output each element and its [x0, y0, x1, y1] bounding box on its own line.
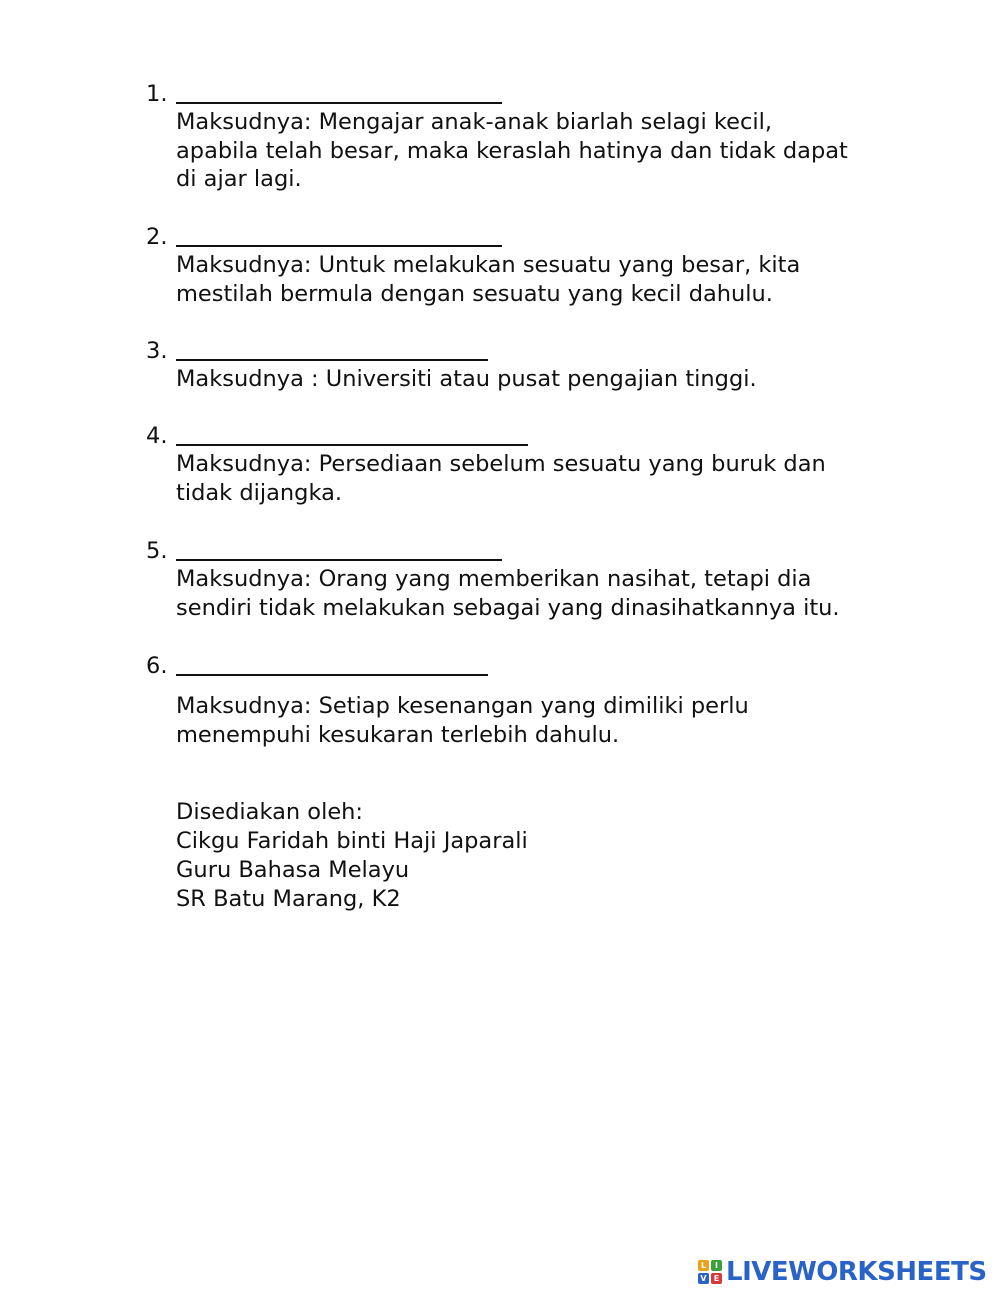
item-meaning: Maksudnya: Untuk melakukan sesuatu yang besar, kita mestilah bermula dengan sesuatu yang kecil dahulu. [176, 252, 801, 307]
proverb-item-4 [146, 422, 906, 507]
teacher-role: Guru Bahasa Melayu [176, 857, 410, 883]
answer-blank-3[interactable] [176, 337, 488, 361]
answer-blank-5[interactable] [176, 537, 502, 561]
brand-name: LIVEWORKSHEETS [726, 1257, 987, 1287]
answer-blank-4[interactable] [176, 422, 528, 446]
proverb-item-1 [146, 80, 906, 194]
liveworksheets-icon [698, 1260, 722, 1284]
item-meaning: Maksudnya : Universiti atau pusat pengajian tinggi. [176, 366, 757, 392]
proverb-item-5 [146, 537, 906, 622]
prepared-by-block [176, 798, 528, 914]
item-number: 6. [146, 652, 168, 679]
item-meaning: Maksudnya: Persediaan sebelum sesuatu yang buruk dan tidak dijangka. [176, 451, 826, 506]
proverb-item-3 [146, 337, 906, 394]
item-number: 5. [146, 537, 168, 564]
proverb-item-2 [146, 223, 906, 308]
item-number: 1. [146, 80, 168, 107]
item-number: 2. [146, 223, 168, 250]
logo-letter-l: L [698, 1260, 709, 1271]
logo-letter-i: I [711, 1260, 722, 1271]
teacher-name: Cikgu Faridah binti Haji Japarali [176, 828, 528, 854]
answer-blank-6[interactable] [176, 652, 488, 676]
school-name: SR Batu Marang, K2 [176, 886, 401, 912]
answer-blank-2[interactable] [176, 223, 502, 247]
prepared-by-label: Disediakan oleh: [176, 799, 363, 825]
item-number: 4. [146, 422, 168, 449]
proverb-item-6 [146, 652, 906, 749]
item-meaning: Maksudnya: Setiap kesenangan yang dimiliki perlu menempuhi kesukaran terlebih dahulu. [176, 693, 749, 748]
logo-letter-e: E [711, 1273, 722, 1284]
liveworksheets-logo[interactable] [698, 1257, 987, 1287]
answer-blank-1[interactable] [176, 80, 502, 104]
item-meaning: Maksudnya: Mengajar anak-anak biarlah selagi kecil, apabila telah besar, maka keraslah hatinya dan tidak dapat di ajar lagi. [176, 109, 848, 192]
item-number: 3. [146, 337, 168, 364]
item-meaning: Maksudnya: Orang yang memberikan nasihat, tetapi dia sendiri tidak melakukan sebagai yang dinasihatkannya itu. [176, 566, 840, 621]
logo-letter-v: V [698, 1273, 709, 1284]
